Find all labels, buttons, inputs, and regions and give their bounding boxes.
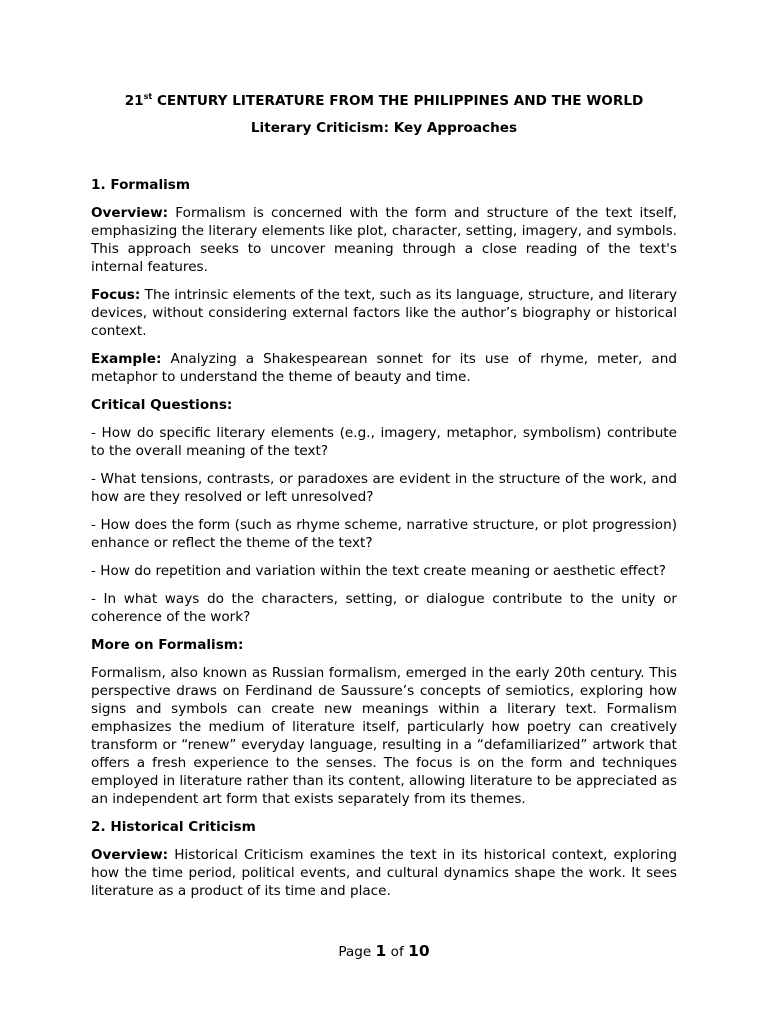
overview-label: Overview: [91, 205, 169, 221]
overview-text: Formalism is concerned with the form and structure of the text itself, emphasizing the literary elements like plot, character, setting, imagery, and symbols. This approach seeks to uncover meaning through a close reading of the text's internal features. [91, 205, 677, 275]
title-superscript: st [143, 92, 153, 101]
critical-question: - How does the form (such as rhyme scheme, narrative structure, or plot progression) enhance or reflect the theme of the text? [91, 517, 677, 551]
page-total: 10 [408, 942, 430, 960]
historical-overview [91, 846, 677, 900]
title-prefix: 21 [124, 93, 144, 109]
title-rest: CENTURY LITERATURE FROM THE PHILIPPINES AND THE WORLD [152, 93, 644, 109]
focus-label: Focus: [91, 287, 141, 303]
critical-question: - How do repetition and variation within the text create meaning or aesthetic effect? [91, 563, 666, 579]
critical-question: - What tensions, contrasts, or paradoxes are evident in the structure of the work, and how are they resolved or left unresolved? [91, 471, 677, 505]
page-number: 1 [375, 942, 387, 960]
page-label: Page [338, 944, 376, 960]
formalism-example [91, 350, 677, 386]
more-on-formalism-text: Formalism, also known as Russian formalism, emerged in the early 20th century. This perspective draws on Ferdinand de Saussure’s concepts of semiotics, exploring how signs and symbols can create new meanings within a literary text. Formalism emphasizes the medium of literature itself, particularly how poetry can creatively transform or “renew” everyday language, resulting in a “defamiliarized” artwork that offers a fresh experience to the senses. The focus is on the form and techniques employed in literature rather than its content, allowing literature to be appreciated as an independent art form that exists separately from its themes. [91, 665, 677, 807]
critical-questions-heading: Critical Questions: [91, 397, 233, 413]
more-on-formalism-heading: More on Formalism: [91, 637, 244, 653]
section-heading-historical: 2. Historical Criticism [91, 819, 256, 835]
critical-question: - In what ways do the characters, setting, or dialogue contribute to the unity or coherence of the work? [91, 591, 677, 625]
document-title [0, 92, 768, 109]
example-text: Analyzing a Shakespearean sonnet for its use of rhyme, meter, and metaphor to understand the theme of beauty and time. [91, 351, 677, 385]
example-label: Example: [91, 351, 162, 367]
overview-text: Historical Criticism examines the text in its historical context, exploring how the time period, political events, and cultural dynamics shape the work. It sees literature as a product of its time and place. [91, 847, 677, 899]
critical-question: - How do specific literary elements (e.g., imagery, metaphor, symbolism) contribute to the overall meaning of the text? [91, 425, 677, 459]
formalism-overview [91, 204, 677, 276]
of-label: of [386, 944, 409, 960]
focus-text: The intrinsic elements of the text, such as its language, structure, and literary devices, without considering external factors like the author’s biography or historical context. [91, 287, 677, 339]
document-subtitle: Literary Criticism: Key Approaches [250, 120, 518, 136]
formalism-focus [91, 286, 677, 340]
document-body [91, 176, 677, 910]
section-heading-formalism: 1. Formalism [91, 177, 191, 193]
page-footer [0, 942, 768, 960]
overview-label: Overview: [91, 847, 169, 863]
